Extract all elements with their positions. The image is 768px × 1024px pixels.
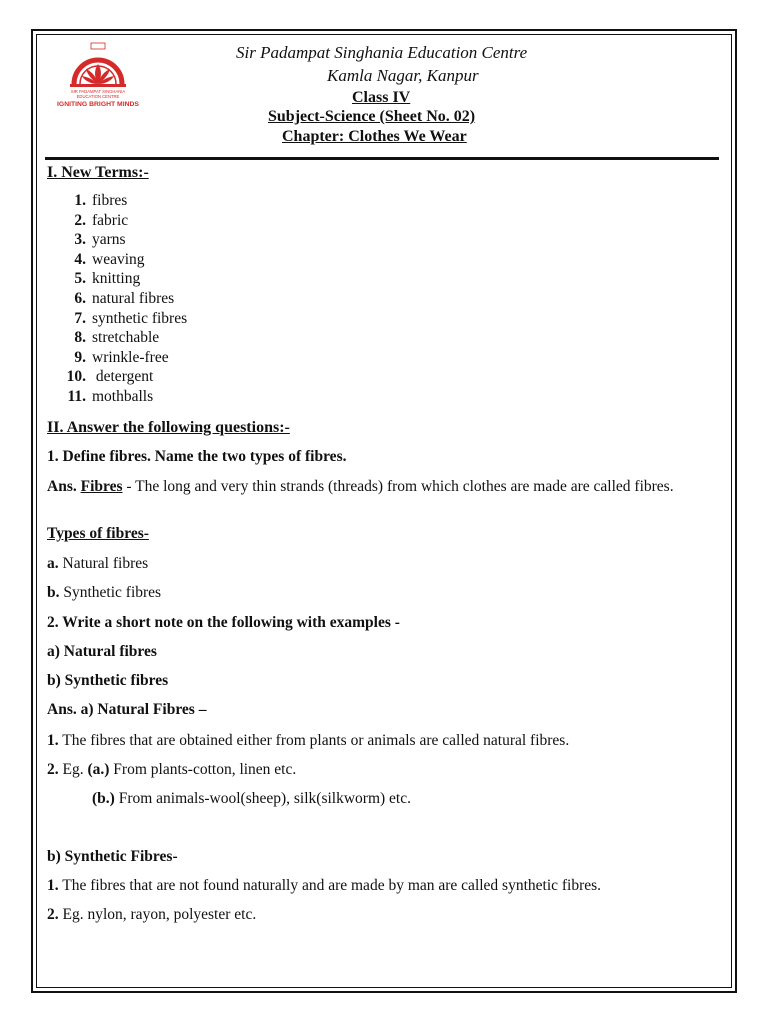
term-number: 8.: [74, 329, 86, 347]
point-number: 1.: [47, 877, 59, 894]
natural-point-2b: [92, 790, 411, 808]
term-number: 1.: [74, 192, 86, 209]
synthetic-point-1: [47, 877, 601, 895]
point-text: Eg. nylon, rayon, polyester etc.: [58, 906, 257, 923]
answer-1: [47, 477, 707, 496]
term-text: knitting: [92, 270, 141, 288]
term-number: 11.: [67, 387, 86, 405]
term-item: [58, 309, 187, 329]
term-text: fabric: [92, 211, 129, 229]
term-number: 10.: [66, 368, 86, 386]
logo-tagline: IGNITING BRIGHT MINDS: [57, 101, 139, 108]
type-b: [47, 584, 161, 602]
term-number: 4.: [74, 250, 86, 268]
term-text: weaving: [92, 250, 145, 268]
term-number: 5.: [74, 270, 86, 288]
sub-label-b: (b.): [92, 790, 115, 807]
logo-school-text-2: EDUCATION CENTRE: [76, 94, 120, 99]
term-item: [58, 250, 187, 270]
point-text: The fibres that are obtained either from plants or animals are called natural fibres.: [58, 732, 570, 749]
logo-school-text-1: SIR PADAMPAT SINGHANIA: [70, 89, 126, 94]
answer-2-heading: Ans. a) Natural Fibres –: [47, 701, 207, 718]
term-text: detergent: [92, 368, 154, 386]
question-2b: b) Synthetic fibres: [47, 672, 169, 689]
question-2a: a) Natural fibres: [47, 643, 157, 660]
term-number: 9.: [74, 348, 86, 366]
point-number: 2.: [47, 761, 59, 778]
term-item: [58, 328, 187, 348]
type-b-label: b.: [47, 584, 60, 601]
natural-point-1: [47, 732, 569, 750]
term-text: natural fibres: [92, 289, 175, 307]
fibres-term: Fibres: [80, 478, 123, 495]
ans-prefix: Ans.: [47, 478, 77, 495]
term-number: 3.: [74, 231, 86, 249]
sub-text-b: From animals-wool(sheep), silk(silkworm) etc.: [114, 790, 411, 807]
types-heading: Types of fibres-: [47, 525, 149, 542]
term-item: [58, 230, 187, 250]
term-item: [58, 387, 187, 407]
term-number: 6.: [74, 289, 86, 307]
term-item: [58, 367, 187, 387]
term-text: fibres: [92, 192, 128, 209]
header-divider: [45, 157, 719, 160]
type-a: [47, 555, 148, 573]
synthetic-heading: b) Synthetic Fibres-: [47, 848, 178, 865]
chapter-label: Chapter: Clothes We Wear: [282, 128, 467, 145]
synthetic-point-2: [47, 906, 256, 924]
term-text: stretchable: [92, 329, 160, 347]
section2-heading: II. Answer the following questions:-: [47, 419, 290, 436]
subject-label: Subject-Science (Sheet No. 02): [268, 108, 476, 125]
point-number: 2.: [47, 906, 59, 923]
term-number: 2.: [74, 211, 86, 229]
school-name: Sir Padampat Singhania Education Centre: [236, 43, 528, 62]
term-item: [58, 191, 187, 211]
type-b-text: Synthetic fibres: [59, 584, 162, 601]
school-logo: [52, 40, 144, 110]
section1-heading: I. New Terms:-: [47, 164, 149, 181]
term-text: yarns: [92, 231, 126, 249]
point-number: 1.: [47, 732, 59, 749]
school-location: Kamla Nagar, Kanpur: [327, 66, 479, 85]
answer-1-text: - The long and very thin strands (threads) from which clothes are made are called fibres.: [122, 478, 674, 495]
term-text: synthetic fibres: [92, 309, 188, 327]
term-text: wrinkle-free: [92, 348, 169, 366]
question-1: 1. Define fibres. Name the two types of fibres.: [47, 448, 347, 465]
term-item: [58, 211, 187, 231]
point-text: The fibres that are not found naturally and are made by man are called synthetic fibres.: [58, 877, 602, 894]
term-item: [58, 348, 187, 368]
term-text: mothballs: [92, 387, 154, 405]
type-a-label: a.: [47, 555, 59, 572]
sub-text-a: From plants-cotton, linen etc.: [109, 761, 297, 778]
term-item: [58, 289, 187, 309]
new-terms-list: [58, 191, 187, 407]
sub-label-a: (a.): [87, 761, 110, 778]
term-number: 7.: [74, 309, 86, 327]
eg-text: Eg.: [58, 761, 88, 778]
question-2: 2. Write a short note on the following with examples -: [47, 614, 400, 631]
class-label: Class IV: [352, 89, 411, 106]
type-a-text: Natural fibres: [58, 555, 149, 572]
natural-point-2: [47, 761, 296, 779]
term-item: [58, 269, 187, 289]
